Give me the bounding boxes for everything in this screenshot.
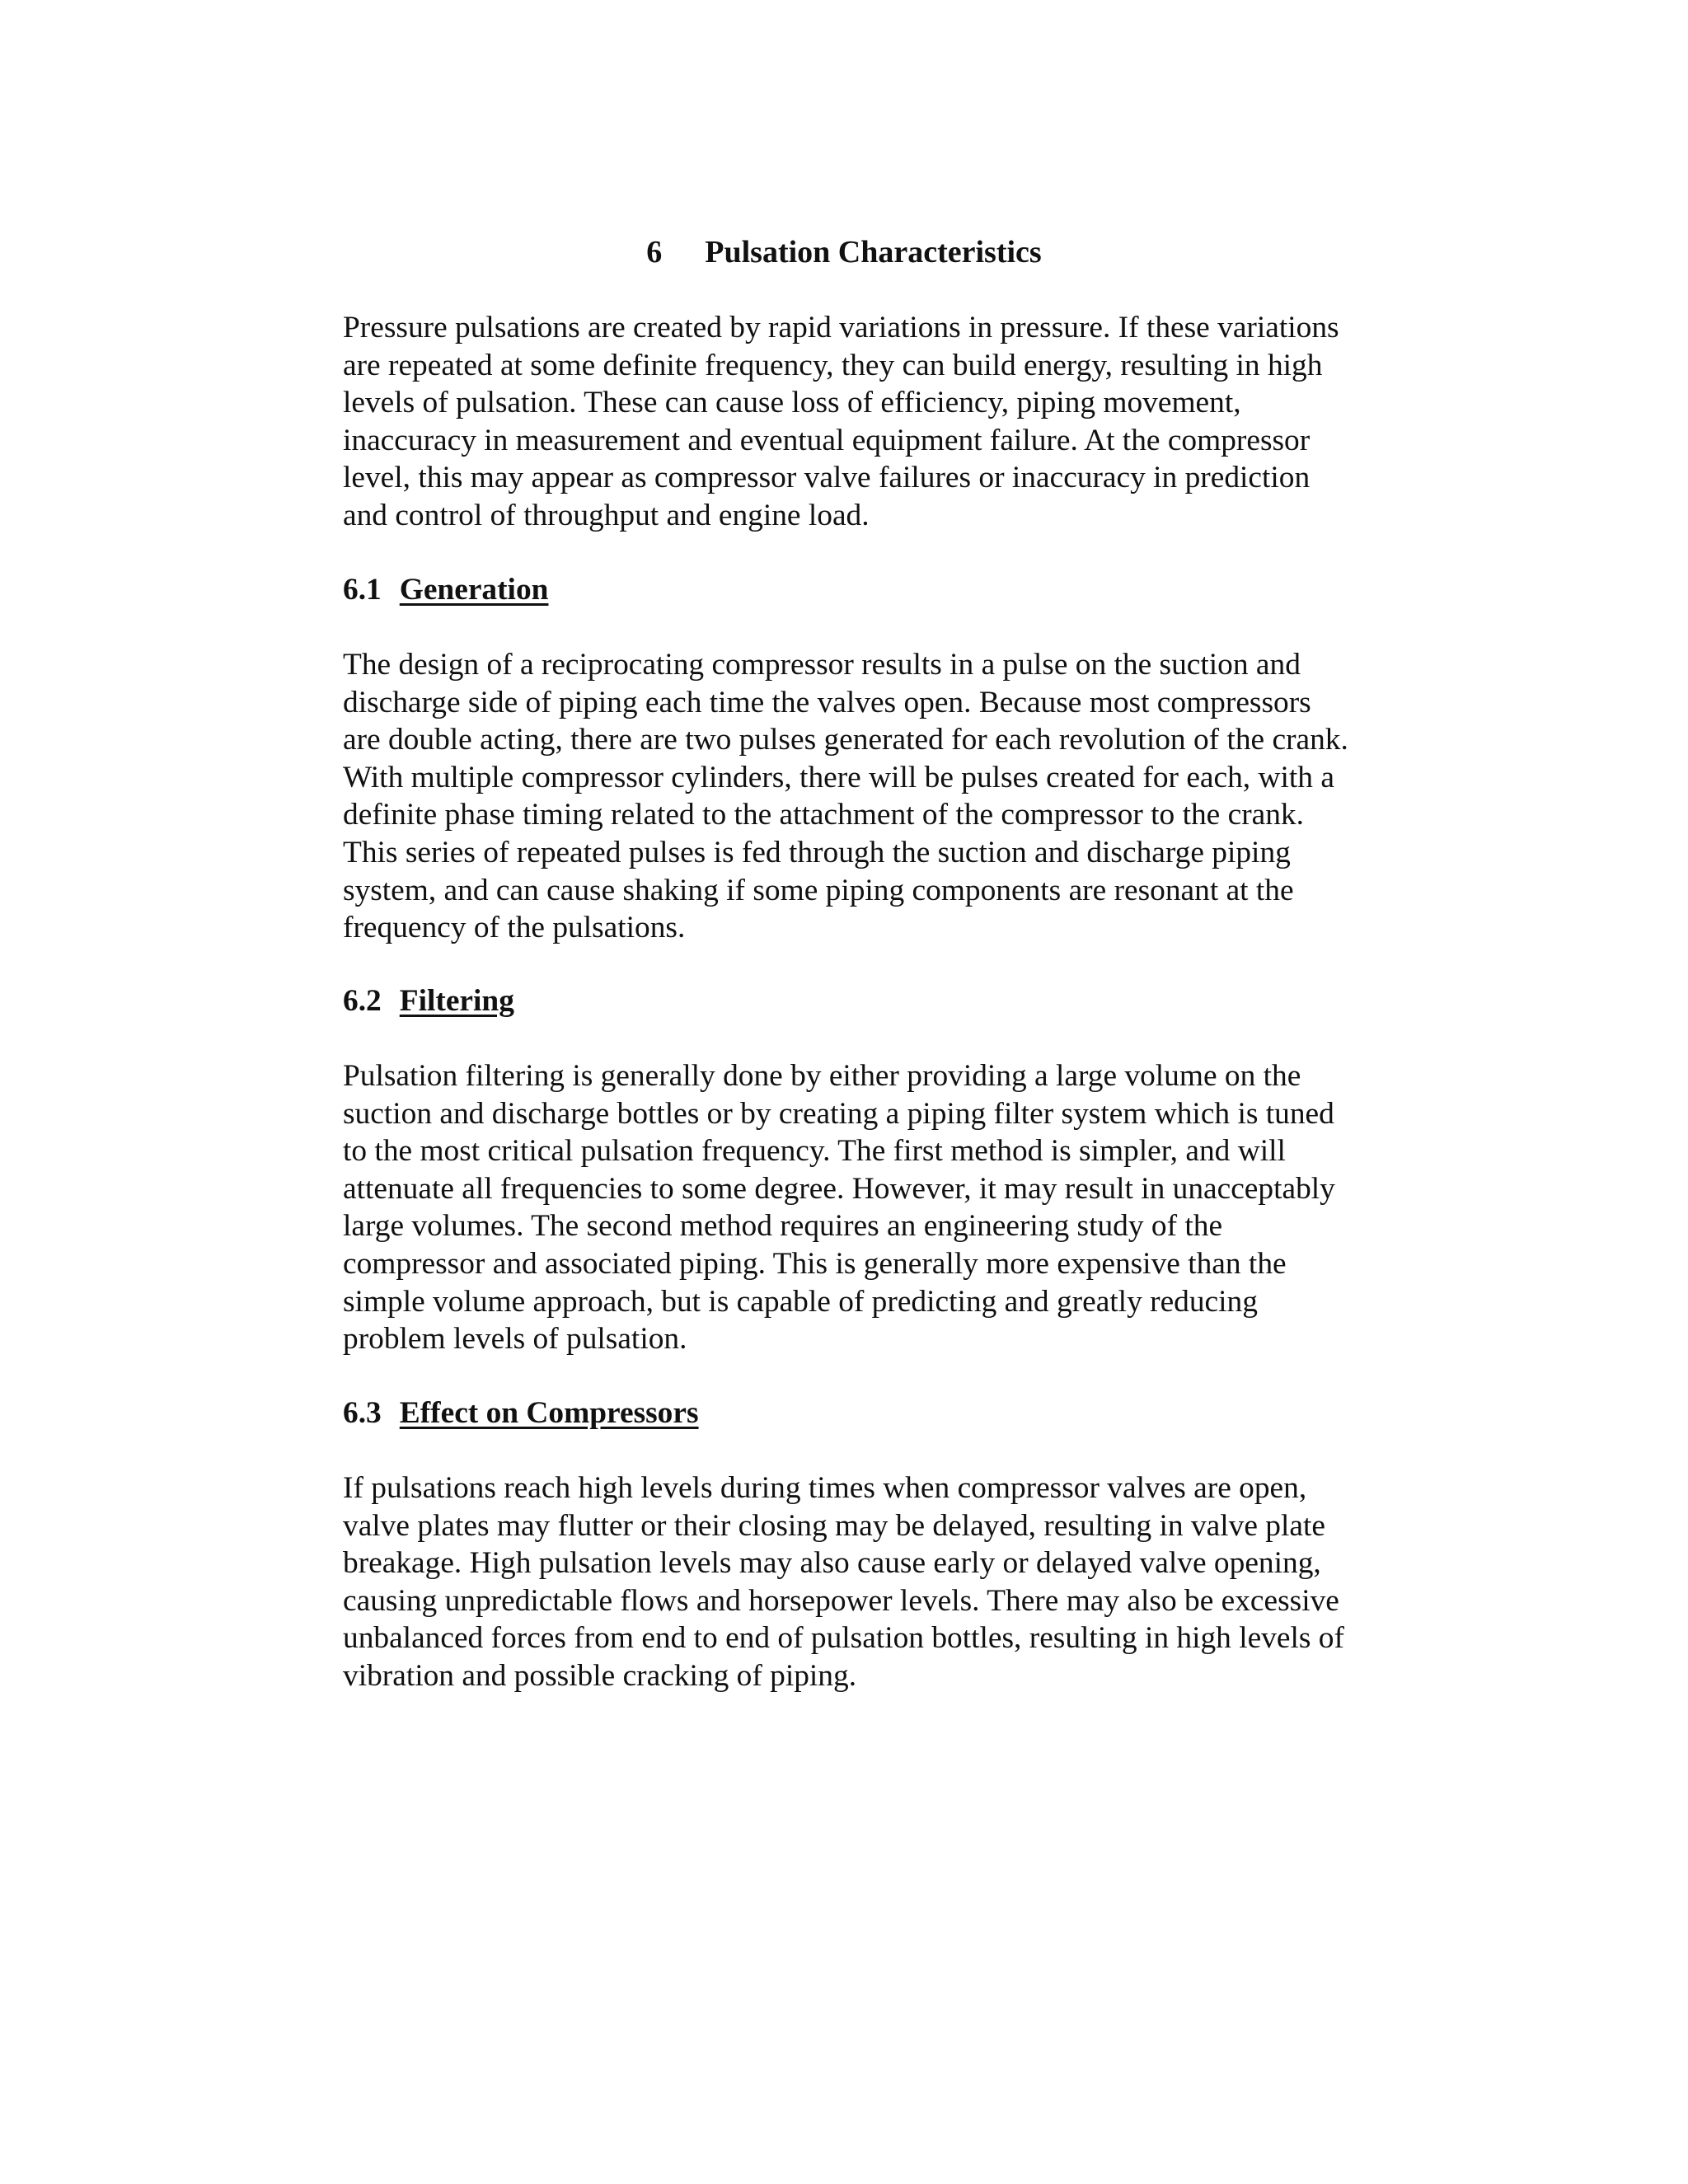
generation-paragraph xyxy=(343,646,1414,947)
paragraph-line: levels of pulsation. These can cause loss of efficiency, piping movement, xyxy=(343,386,1241,420)
paragraph-line: Pressure pulsations are created by rapid variations in pressure. If these variations xyxy=(343,311,1339,344)
paragraph-line: Pulsation filtering is generally done by either providing a large volume on the xyxy=(343,1059,1301,1093)
paragraph-line: With multiple compressor cylinders, there will be pulses created for each, with a xyxy=(343,760,1334,794)
section-title: Generation xyxy=(399,573,549,607)
section-heading-effect-on-compressors xyxy=(343,1394,699,1432)
paragraph-line: problem levels of pulsation. xyxy=(343,1322,687,1357)
paragraph-line: compressor and associated piping. This is generally more expensive than the xyxy=(343,1246,1287,1281)
paragraph-line: This series of repeated pulses is fed through the suction and discharge piping xyxy=(343,835,1291,869)
paragraph-line: system, and can cause shaking if some piping components are resonant at the xyxy=(343,873,1294,907)
intro-paragraph xyxy=(343,309,1414,535)
paragraph-line: frequency of the pulsations. xyxy=(343,911,686,945)
paragraph-line: are double acting, there are two pulses generated for each revolution of the crank. xyxy=(343,723,1348,757)
section-number: 6.1 xyxy=(343,573,382,607)
section-number: 6.2 xyxy=(343,984,382,1018)
paragraph-line: to the most critical pulsation frequency. The first method is simpler, and will xyxy=(343,1134,1286,1169)
paragraph-line: discharge side of piping each time the valves open. Because most compressors xyxy=(343,685,1311,719)
effect-on-compressors-paragraph xyxy=(343,1469,1414,1695)
paragraph-line: definite phase timing related to the attachment of the compressor to the crank. xyxy=(343,798,1304,832)
chapter-heading xyxy=(0,232,1688,272)
section-title: Filtering xyxy=(399,984,514,1018)
paragraph-line: suction and discharge bottles or by creating a piping filter system which is tuned xyxy=(343,1096,1334,1131)
paragraph-line: The design of a reciprocating compressor results in a pulse on the suction and xyxy=(343,648,1301,682)
section-heading-generation xyxy=(343,571,548,609)
section-heading-filtering xyxy=(343,982,514,1020)
section-number: 6.3 xyxy=(343,1396,382,1430)
chapter-title: Pulsation Characteristics xyxy=(705,235,1042,269)
paragraph-line: simple volume approach, but is capable of predicting and greatly reducing xyxy=(343,1284,1258,1319)
filtering-paragraph xyxy=(343,1057,1414,1358)
paragraph-line: If pulsations reach high levels during times when compressor valves are open, xyxy=(343,1471,1307,1505)
paragraph-line: level, this may appear as compressor valve failures or inaccuracy in prediction xyxy=(343,461,1311,495)
paragraph-line: vibration and possible cracking of piping. xyxy=(343,1658,857,1693)
paragraph-line: attenuate all frequencies to some degree. However, it may result in unacceptably xyxy=(343,1171,1335,1206)
section-title: Effect on Compressors xyxy=(399,1396,699,1430)
paragraph-line: breakage. High pulsation levels may also cause early or delayed valve opening, xyxy=(343,1546,1321,1581)
chapter-number: 6 xyxy=(646,235,663,269)
paragraph-line: valve plates may flutter or their closing may be delayed, resulting in valve plate xyxy=(343,1508,1325,1543)
paragraph-line: unbalanced forces from end to end of pulsation bottles, resulting in high levels of xyxy=(343,1621,1344,1656)
paragraph-line: large volumes. The second method requires an engineering study of the xyxy=(343,1209,1223,1244)
paragraph-line: causing unpredictable flows and horsepower levels. There may also be excessive xyxy=(343,1583,1339,1618)
paragraph-line: are repeated at some definite frequency, they can build energy, resulting in high xyxy=(343,348,1323,382)
paragraph-line: inaccuracy in measurement and eventual equipment failure. At the compressor xyxy=(343,423,1311,457)
paragraph-line: and control of throughput and engine load. xyxy=(343,498,870,532)
